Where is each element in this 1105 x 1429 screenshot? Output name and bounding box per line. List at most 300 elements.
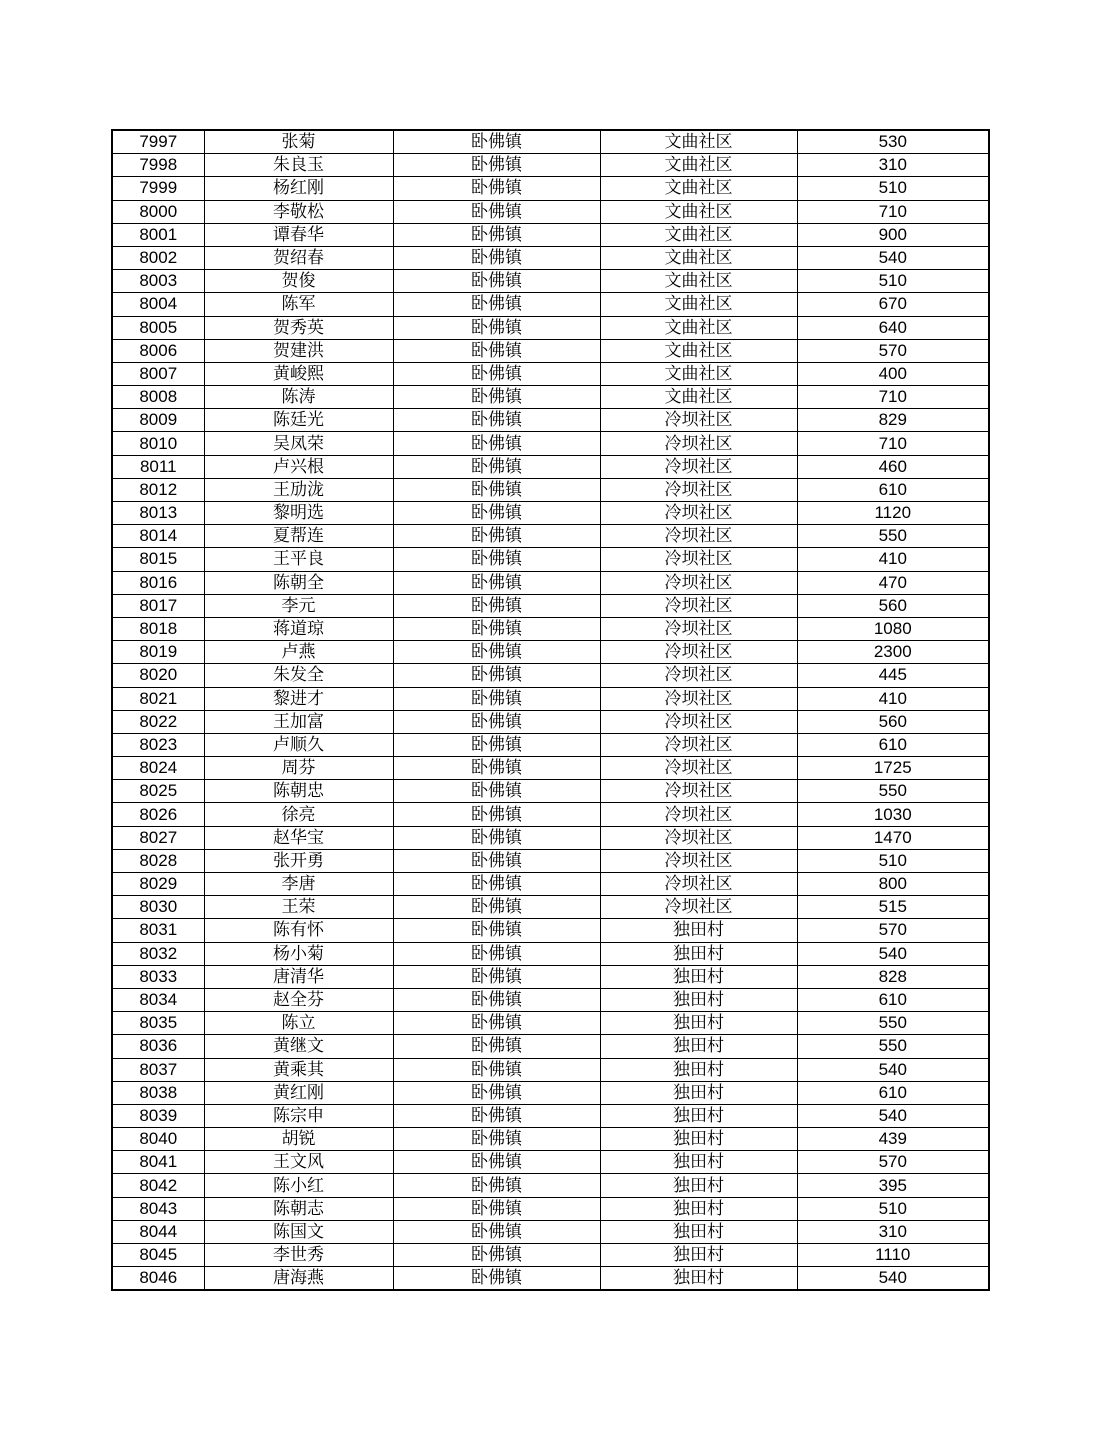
community-cell: 冷坝社区 <box>600 780 797 803</box>
person-name-cell: 卢顺久 <box>204 733 393 756</box>
community-cell: 独田村 <box>600 1197 797 1220</box>
community-cell: 冷坝社区 <box>600 478 797 501</box>
amount-cell: 560 <box>797 594 989 617</box>
amount-cell: 510 <box>797 270 989 293</box>
table-row <box>112 896 989 919</box>
person-name-cell: 蒋道琼 <box>204 617 393 640</box>
amount-cell: 710 <box>797 432 989 455</box>
row-number-cell: 8039 <box>112 1104 204 1127</box>
town-cell: 卧佛镇 <box>393 1151 600 1174</box>
table-row <box>112 386 989 409</box>
row-number-cell: 8016 <box>112 571 204 594</box>
person-name-cell: 陈朝志 <box>204 1197 393 1220</box>
amount-cell: 670 <box>797 293 989 316</box>
community-cell: 独田村 <box>600 1151 797 1174</box>
table-row <box>112 687 989 710</box>
community-cell: 独田村 <box>600 1081 797 1104</box>
community-cell: 冷坝社区 <box>600 502 797 525</box>
community-cell: 冷坝社区 <box>600 571 797 594</box>
town-cell: 卧佛镇 <box>393 571 600 594</box>
community-cell: 冷坝社区 <box>600 548 797 571</box>
person-name-cell: 陈国文 <box>204 1220 393 1243</box>
table-row <box>112 362 989 385</box>
community-cell: 独田村 <box>600 965 797 988</box>
person-name-cell: 王劢泷 <box>204 478 393 501</box>
row-number-cell: 8009 <box>112 409 204 432</box>
row-number-cell: 8040 <box>112 1128 204 1151</box>
table-row <box>112 664 989 687</box>
amount-cell: 470 <box>797 571 989 594</box>
amount-cell: 610 <box>797 988 989 1011</box>
amount-cell: 1030 <box>797 803 989 826</box>
community-cell: 文曲社区 <box>600 177 797 200</box>
table-row <box>112 293 989 316</box>
community-cell: 冷坝社区 <box>600 594 797 617</box>
table-row <box>112 919 989 942</box>
row-number-cell: 8038 <box>112 1081 204 1104</box>
town-cell: 卧佛镇 <box>393 223 600 246</box>
town-cell: 卧佛镇 <box>393 780 600 803</box>
community-cell: 独田村 <box>600 1244 797 1267</box>
table-row <box>112 432 989 455</box>
town-cell: 卧佛镇 <box>393 339 600 362</box>
town-cell: 卧佛镇 <box>393 641 600 664</box>
town-cell: 卧佛镇 <box>393 525 600 548</box>
row-number-cell: 8045 <box>112 1244 204 1267</box>
table-row <box>112 200 989 223</box>
person-name-cell: 贺绍春 <box>204 246 393 269</box>
amount-cell: 400 <box>797 362 989 385</box>
amount-cell: 570 <box>797 339 989 362</box>
amount-cell: 1110 <box>797 1244 989 1267</box>
row-number-cell: 8030 <box>112 896 204 919</box>
community-cell: 冷坝社区 <box>600 803 797 826</box>
row-number-cell: 8024 <box>112 757 204 780</box>
row-number-cell: 8037 <box>112 1058 204 1081</box>
community-cell: 独田村 <box>600 1035 797 1058</box>
table-row <box>112 223 989 246</box>
town-cell: 卧佛镇 <box>393 200 600 223</box>
person-name-cell: 张开勇 <box>204 849 393 872</box>
town-cell: 卧佛镇 <box>393 942 600 965</box>
amount-cell: 800 <box>797 873 989 896</box>
row-number-cell: 8007 <box>112 362 204 385</box>
amount-cell: 550 <box>797 1012 989 1035</box>
table-row <box>112 1244 989 1267</box>
row-number-cell: 8023 <box>112 733 204 756</box>
town-cell: 卧佛镇 <box>393 362 600 385</box>
person-name-cell: 贺建洪 <box>204 339 393 362</box>
table-row <box>112 1174 989 1197</box>
community-cell: 文曲社区 <box>600 386 797 409</box>
town-cell: 卧佛镇 <box>393 919 600 942</box>
town-cell: 卧佛镇 <box>393 710 600 733</box>
town-cell: 卧佛镇 <box>393 432 600 455</box>
person-name-cell: 黎明选 <box>204 502 393 525</box>
table-row <box>112 873 989 896</box>
table-body <box>112 130 989 1290</box>
community-cell: 文曲社区 <box>600 316 797 339</box>
person-name-cell: 唐海燕 <box>204 1267 393 1291</box>
row-number-cell: 8021 <box>112 687 204 710</box>
row-number-cell: 8005 <box>112 316 204 339</box>
person-name-cell: 黄乘其 <box>204 1058 393 1081</box>
town-cell: 卧佛镇 <box>393 1104 600 1127</box>
table-row <box>112 455 989 478</box>
row-number-cell: 8008 <box>112 386 204 409</box>
person-name-cell: 黄峻熙 <box>204 362 393 385</box>
town-cell: 卧佛镇 <box>393 896 600 919</box>
row-number-cell: 8028 <box>112 849 204 872</box>
community-cell: 文曲社区 <box>600 154 797 177</box>
person-name-cell: 朱发全 <box>204 664 393 687</box>
town-cell: 卧佛镇 <box>393 478 600 501</box>
town-cell: 卧佛镇 <box>393 594 600 617</box>
table-row <box>112 1104 989 1127</box>
town-cell: 卧佛镇 <box>393 1244 600 1267</box>
person-name-cell: 胡锐 <box>204 1128 393 1151</box>
row-number-cell: 8029 <box>112 873 204 896</box>
amount-cell: 540 <box>797 942 989 965</box>
row-number-cell: 8018 <box>112 617 204 640</box>
row-number-cell: 8014 <box>112 525 204 548</box>
table-row <box>112 409 989 432</box>
community-cell: 冷坝社区 <box>600 710 797 733</box>
row-number-cell: 8027 <box>112 826 204 849</box>
community-cell: 独田村 <box>600 1012 797 1035</box>
table-row <box>112 1197 989 1220</box>
town-cell: 卧佛镇 <box>393 1012 600 1035</box>
person-name-cell: 赵全芬 <box>204 988 393 1011</box>
amount-cell: 540 <box>797 1058 989 1081</box>
person-name-cell: 周芬 <box>204 757 393 780</box>
community-cell: 独田村 <box>600 1128 797 1151</box>
amount-cell: 610 <box>797 733 989 756</box>
table-row <box>112 1035 989 1058</box>
amount-cell: 829 <box>797 409 989 432</box>
row-number-cell: 8017 <box>112 594 204 617</box>
community-cell: 独田村 <box>600 988 797 1011</box>
table-row <box>112 1058 989 1081</box>
community-cell: 独田村 <box>600 1267 797 1291</box>
row-number-cell: 8025 <box>112 780 204 803</box>
person-name-cell: 贺俊 <box>204 270 393 293</box>
person-name-cell: 黎进才 <box>204 687 393 710</box>
town-cell: 卧佛镇 <box>393 1058 600 1081</box>
table-row <box>112 826 989 849</box>
table-row <box>112 988 989 1011</box>
table-row <box>112 733 989 756</box>
table-row <box>112 1220 989 1243</box>
town-cell: 卧佛镇 <box>393 826 600 849</box>
table-row <box>112 154 989 177</box>
person-name-cell: 李世秀 <box>204 1244 393 1267</box>
person-name-cell: 王平良 <box>204 548 393 571</box>
town-cell: 卧佛镇 <box>393 293 600 316</box>
community-cell: 文曲社区 <box>600 270 797 293</box>
row-number-cell: 8013 <box>112 502 204 525</box>
person-name-cell: 卢燕 <box>204 641 393 664</box>
person-name-cell: 黄红刚 <box>204 1081 393 1104</box>
town-cell: 卧佛镇 <box>393 246 600 269</box>
row-number-cell: 8003 <box>112 270 204 293</box>
amount-cell: 550 <box>797 780 989 803</box>
row-number-cell: 8026 <box>112 803 204 826</box>
town-cell: 卧佛镇 <box>393 502 600 525</box>
row-number-cell: 8010 <box>112 432 204 455</box>
community-cell: 独田村 <box>600 1104 797 1127</box>
person-name-cell: 陈小红 <box>204 1174 393 1197</box>
row-number-cell: 7997 <box>112 130 204 154</box>
amount-cell: 515 <box>797 896 989 919</box>
person-name-cell: 陈立 <box>204 1012 393 1035</box>
town-cell: 卧佛镇 <box>393 733 600 756</box>
amount-cell: 1725 <box>797 757 989 780</box>
table-row <box>112 757 989 780</box>
town-cell: 卧佛镇 <box>393 757 600 780</box>
person-name-cell: 徐亮 <box>204 803 393 826</box>
row-number-cell: 8044 <box>112 1220 204 1243</box>
person-name-cell: 杨红刚 <box>204 177 393 200</box>
amount-cell: 310 <box>797 1220 989 1243</box>
amount-cell: 310 <box>797 154 989 177</box>
person-name-cell: 杨小菊 <box>204 942 393 965</box>
amount-cell: 640 <box>797 316 989 339</box>
row-number-cell: 8033 <box>112 965 204 988</box>
person-name-cell: 卢兴根 <box>204 455 393 478</box>
row-number-cell: 8011 <box>112 455 204 478</box>
row-number-cell: 8002 <box>112 246 204 269</box>
town-cell: 卧佛镇 <box>393 386 600 409</box>
person-name-cell: 陈朝忠 <box>204 780 393 803</box>
town-cell: 卧佛镇 <box>393 803 600 826</box>
town-cell: 卧佛镇 <box>393 849 600 872</box>
town-cell: 卧佛镇 <box>393 965 600 988</box>
amount-cell: 1470 <box>797 826 989 849</box>
community-cell: 文曲社区 <box>600 246 797 269</box>
row-number-cell: 8043 <box>112 1197 204 1220</box>
table-row <box>112 1267 989 1291</box>
community-cell: 独田村 <box>600 942 797 965</box>
community-cell: 冷坝社区 <box>600 873 797 896</box>
amount-cell: 900 <box>797 223 989 246</box>
amount-cell: 510 <box>797 177 989 200</box>
person-name-cell: 黄继文 <box>204 1035 393 1058</box>
person-name-cell: 王加富 <box>204 710 393 733</box>
person-name-cell: 陈涛 <box>204 386 393 409</box>
person-name-cell: 谭春华 <box>204 223 393 246</box>
town-cell: 卧佛镇 <box>393 664 600 687</box>
amount-cell: 460 <box>797 455 989 478</box>
community-cell: 冷坝社区 <box>600 733 797 756</box>
data-table <box>111 129 990 1291</box>
amount-cell: 1080 <box>797 617 989 640</box>
amount-cell: 828 <box>797 965 989 988</box>
amount-cell: 530 <box>797 130 989 154</box>
row-number-cell: 8001 <box>112 223 204 246</box>
row-number-cell: 8020 <box>112 664 204 687</box>
amount-cell: 560 <box>797 710 989 733</box>
community-cell: 文曲社区 <box>600 130 797 154</box>
table-row <box>112 617 989 640</box>
person-name-cell: 贺秀英 <box>204 316 393 339</box>
amount-cell: 1120 <box>797 502 989 525</box>
town-cell: 卧佛镇 <box>393 617 600 640</box>
row-number-cell: 8022 <box>112 710 204 733</box>
town-cell: 卧佛镇 <box>393 316 600 339</box>
amount-cell: 710 <box>797 200 989 223</box>
town-cell: 卧佛镇 <box>393 1081 600 1104</box>
amount-cell: 445 <box>797 664 989 687</box>
row-number-cell: 8034 <box>112 988 204 1011</box>
row-number-cell: 8006 <box>112 339 204 362</box>
community-cell: 冷坝社区 <box>600 641 797 664</box>
amount-cell: 570 <box>797 919 989 942</box>
community-cell: 冷坝社区 <box>600 896 797 919</box>
community-cell: 冷坝社区 <box>600 525 797 548</box>
table-row <box>112 641 989 664</box>
table-row <box>112 710 989 733</box>
person-name-cell: 李元 <box>204 594 393 617</box>
table-row <box>112 478 989 501</box>
table-row <box>112 316 989 339</box>
row-number-cell: 8031 <box>112 919 204 942</box>
table-row <box>112 1012 989 1035</box>
table-row <box>112 1081 989 1104</box>
person-name-cell: 陈有怀 <box>204 919 393 942</box>
community-cell: 冷坝社区 <box>600 757 797 780</box>
town-cell: 卧佛镇 <box>393 1267 600 1291</box>
amount-cell: 540 <box>797 1104 989 1127</box>
town-cell: 卧佛镇 <box>393 177 600 200</box>
town-cell: 卧佛镇 <box>393 154 600 177</box>
town-cell: 卧佛镇 <box>393 988 600 1011</box>
amount-cell: 439 <box>797 1128 989 1151</box>
table-row <box>112 942 989 965</box>
amount-cell: 610 <box>797 1081 989 1104</box>
person-name-cell: 吴凤荣 <box>204 432 393 455</box>
person-name-cell: 李敬松 <box>204 200 393 223</box>
table-row <box>112 502 989 525</box>
row-number-cell: 8004 <box>112 293 204 316</box>
community-cell: 文曲社区 <box>600 223 797 246</box>
community-cell: 独田村 <box>600 919 797 942</box>
person-name-cell: 唐清华 <box>204 965 393 988</box>
person-name-cell: 张菊 <box>204 130 393 154</box>
community-cell: 独田村 <box>600 1220 797 1243</box>
town-cell: 卧佛镇 <box>393 548 600 571</box>
table-row <box>112 130 989 154</box>
community-cell: 文曲社区 <box>600 362 797 385</box>
table-row <box>112 1128 989 1151</box>
person-name-cell: 夏帮连 <box>204 525 393 548</box>
community-cell: 冷坝社区 <box>600 849 797 872</box>
town-cell: 卧佛镇 <box>393 687 600 710</box>
amount-cell: 410 <box>797 548 989 571</box>
table-row <box>112 803 989 826</box>
town-cell: 卧佛镇 <box>393 130 600 154</box>
community-cell: 冷坝社区 <box>600 687 797 710</box>
amount-cell: 540 <box>797 1267 989 1291</box>
table-row <box>112 849 989 872</box>
person-name-cell: 陈军 <box>204 293 393 316</box>
person-name-cell: 李唐 <box>204 873 393 896</box>
town-cell: 卧佛镇 <box>393 455 600 478</box>
amount-cell: 550 <box>797 525 989 548</box>
community-cell: 冷坝社区 <box>600 617 797 640</box>
row-number-cell: 7998 <box>112 154 204 177</box>
town-cell: 卧佛镇 <box>393 409 600 432</box>
row-number-cell: 8042 <box>112 1174 204 1197</box>
person-name-cell: 王文风 <box>204 1151 393 1174</box>
community-cell: 文曲社区 <box>600 293 797 316</box>
community-cell: 独田村 <box>600 1174 797 1197</box>
community-cell: 冷坝社区 <box>600 455 797 478</box>
row-number-cell: 7999 <box>112 177 204 200</box>
person-name-cell: 陈朝全 <box>204 571 393 594</box>
table-row <box>112 780 989 803</box>
table-row <box>112 1151 989 1174</box>
person-name-cell: 王荣 <box>204 896 393 919</box>
amount-cell: 2300 <box>797 641 989 664</box>
person-name-cell: 陈廷光 <box>204 409 393 432</box>
town-cell: 卧佛镇 <box>393 270 600 293</box>
community-cell: 文曲社区 <box>600 200 797 223</box>
amount-cell: 510 <box>797 849 989 872</box>
amount-cell: 395 <box>797 1174 989 1197</box>
row-number-cell: 8012 <box>112 478 204 501</box>
row-number-cell: 8019 <box>112 641 204 664</box>
table-row <box>112 339 989 362</box>
amount-cell: 570 <box>797 1151 989 1174</box>
person-name-cell: 赵华宝 <box>204 826 393 849</box>
town-cell: 卧佛镇 <box>393 1128 600 1151</box>
table-row <box>112 177 989 200</box>
town-cell: 卧佛镇 <box>393 1174 600 1197</box>
town-cell: 卧佛镇 <box>393 873 600 896</box>
person-name-cell: 朱良玉 <box>204 154 393 177</box>
amount-cell: 710 <box>797 386 989 409</box>
row-number-cell: 8041 <box>112 1151 204 1174</box>
row-number-cell: 8046 <box>112 1267 204 1291</box>
amount-cell: 610 <box>797 478 989 501</box>
amount-cell: 510 <box>797 1197 989 1220</box>
community-cell: 文曲社区 <box>600 339 797 362</box>
table-row <box>112 525 989 548</box>
town-cell: 卧佛镇 <box>393 1197 600 1220</box>
table-row <box>112 548 989 571</box>
table-row <box>112 270 989 293</box>
row-number-cell: 8015 <box>112 548 204 571</box>
amount-cell: 540 <box>797 246 989 269</box>
table-row <box>112 594 989 617</box>
table-row <box>112 571 989 594</box>
community-cell: 冷坝社区 <box>600 432 797 455</box>
row-number-cell: 8036 <box>112 1035 204 1058</box>
row-number-cell: 8032 <box>112 942 204 965</box>
person-name-cell: 陈宗申 <box>204 1104 393 1127</box>
town-cell: 卧佛镇 <box>393 1035 600 1058</box>
table-row <box>112 965 989 988</box>
amount-cell: 550 <box>797 1035 989 1058</box>
community-cell: 冷坝社区 <box>600 826 797 849</box>
row-number-cell: 8000 <box>112 200 204 223</box>
town-cell: 卧佛镇 <box>393 1220 600 1243</box>
row-number-cell: 8035 <box>112 1012 204 1035</box>
community-cell: 冷坝社区 <box>600 409 797 432</box>
amount-cell: 410 <box>797 687 989 710</box>
community-cell: 冷坝社区 <box>600 664 797 687</box>
